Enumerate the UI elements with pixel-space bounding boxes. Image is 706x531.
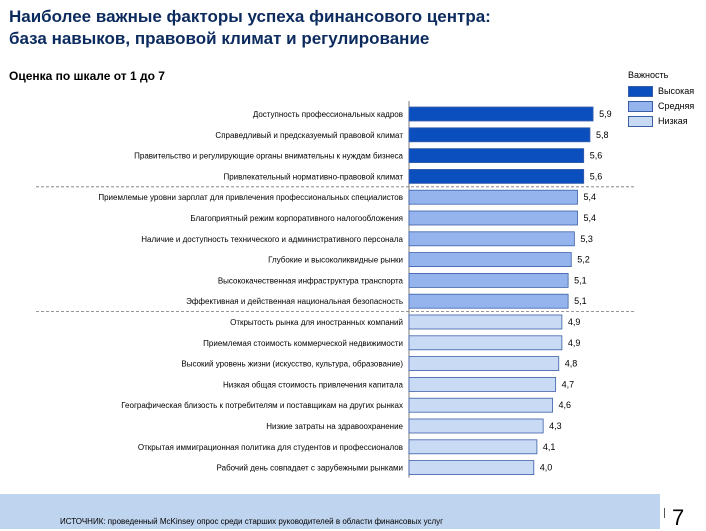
page-divider: [664, 508, 665, 518]
bar-chart: [0, 95, 640, 495]
value-label: 5,9: [599, 109, 612, 119]
value-label: 4,1: [542, 441, 556, 452]
value-label: 5,2: [577, 254, 590, 265]
category-label: Правительство и регулирующие органы внимательны к нуждам бизнеса: [134, 151, 403, 161]
category-label: Открытая иммиграционная политика для студентов и профессионалов: [137, 442, 403, 452]
value-label: 5,3: [580, 233, 593, 244]
value-label: 4,0: [539, 462, 553, 473]
bar: [409, 377, 556, 391]
value-label: 4,7: [561, 379, 575, 390]
category-label: Приемлемые уровни зарплат для привлечения профессиональных специалистов: [98, 193, 403, 203]
value-label: 4,6: [558, 400, 572, 411]
bar: [409, 232, 574, 246]
category-label: Высококачественная инфраструктура транспорта: [217, 276, 403, 286]
value-label: 4,3: [549, 421, 562, 431]
category-label: Открытость рынка для иностранных компаний: [230, 318, 403, 327]
value-label: 5,1: [574, 275, 587, 286]
chart-subtitle: Оценка по шкале от 1 до 7: [9, 69, 165, 83]
legend-label-high: Высокая: [658, 86, 695, 96]
category-label: Благоприятный режим корпоративного налогообложения: [190, 214, 403, 223]
value-label: 5,4: [583, 192, 596, 203]
footer-band: [0, 494, 660, 529]
legend-label-medium: Средняя: [658, 101, 695, 111]
bar: [409, 336, 562, 350]
bar: [409, 190, 577, 204]
legend-title: Важность: [628, 70, 669, 80]
bar: [409, 149, 584, 163]
bar: [409, 273, 568, 287]
title-line-2: база навыков, правовой климат и регулирование: [9, 29, 430, 48]
bar: [409, 440, 537, 454]
value-label: 5,1: [574, 296, 587, 307]
category-label: Эффективная и действенная национальная безопасность: [186, 297, 403, 307]
category-label: Высокий уровень жизни (искусство, культура, образование): [181, 359, 403, 369]
bar: [409, 398, 553, 412]
category-label: Низкие затраты на здравоохранение: [266, 422, 403, 431]
category-label: Низкая общая стоимость привлечения капитала: [223, 380, 403, 390]
category-label: Доступность профессиональных кадров: [252, 110, 403, 119]
bar: [409, 294, 568, 308]
bar: [409, 128, 590, 142]
bar: [409, 211, 577, 225]
bar: [409, 253, 571, 267]
category-label: Рабочий день совпадает с зарубежными рынками: [216, 463, 403, 473]
source-note: ИСТОЧНИК: проведенный McKinsey опрос среди старших руководителей в области финансовых услуг: [60, 517, 444, 526]
bar: [409, 107, 593, 121]
bar: [409, 169, 584, 183]
category-label: Привлекательный нормативно-правовой климат: [223, 172, 403, 182]
bar: [409, 419, 543, 433]
bar: [409, 357, 559, 371]
value-label: 4,8: [564, 358, 578, 369]
category-label: Справедливый и предсказуемый правовой климат: [215, 130, 403, 140]
value-label: 4,9: [567, 337, 581, 348]
value-label: 5,6: [589, 150, 603, 161]
page-title: [9, 6, 609, 50]
category-label: Приемлемая стоимость коммерческой недвижимости: [203, 338, 403, 348]
bar: [409, 315, 562, 329]
category-label: Наличие и доступность технического и административного персонала: [141, 234, 403, 244]
value-label: 5,6: [589, 171, 603, 182]
title-line-1: Наиболее важные факторы успеха финансового центра:: [9, 7, 491, 26]
bar: [409, 461, 534, 475]
value-label: 4,9: [567, 317, 581, 327]
value-label: 5,4: [583, 213, 596, 223]
page-number: 7: [672, 505, 685, 530]
legend-label-low: Низкая: [658, 116, 688, 126]
category-label: Географическая близость к потребителям и поставщикам на других рынках: [121, 401, 403, 411]
value-label: 5,8: [595, 129, 609, 140]
category-label: Глубокие и высоколиквидные рынки: [268, 255, 403, 265]
